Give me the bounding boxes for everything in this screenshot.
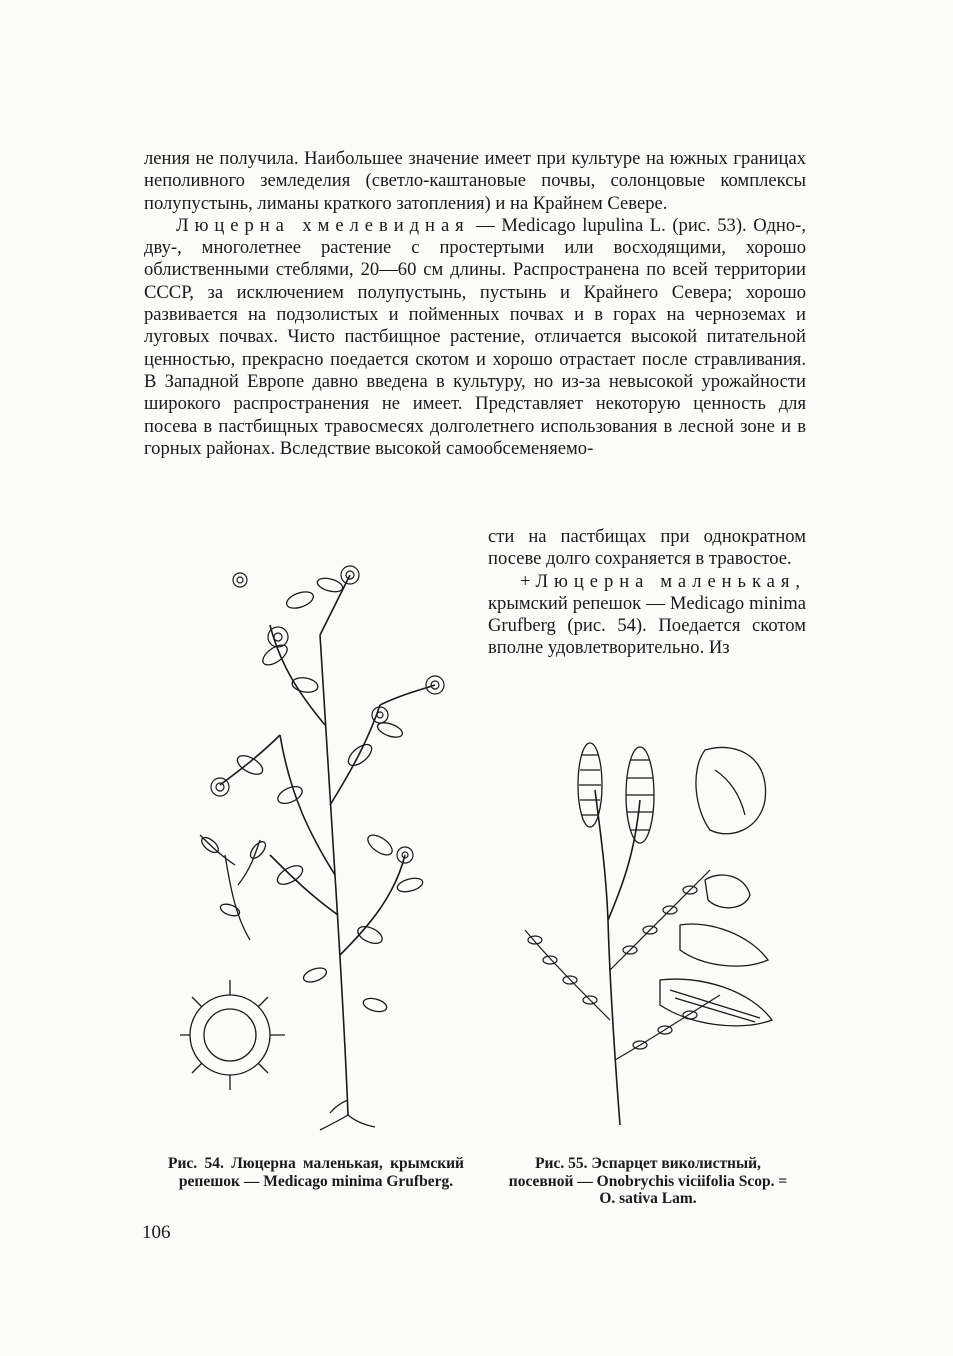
main-text (144, 148, 806, 460)
species-2-name: Люцерна маленькая, (535, 570, 806, 592)
cross-mark: + (520, 570, 531, 592)
figure-55-caption: Рис. 55. Эспарцет виколистный, посевной — Onobrychis viciifolia Scop. = O. sativa Lam. (508, 1155, 788, 1207)
figure-54-caption: Рис. 54. Люцерна маленькая, крымский репешок — Medicago minima Grufberg. (168, 1155, 464, 1190)
paragraph-1: ления не получила. Наибольшее значение имеет при культуре на южных границах неполивного земледелия (светло-каштановые почвы, солонцовые комплексы полупустынь, лиманы краткого затопления) и на Крайнем Севере. (144, 148, 806, 214)
page-number: 106 (142, 1222, 171, 1243)
paragraph-2-body: (рис. 53). Одно-, дву-, многолетнее растение с простертыми или восходящими, хорошо облиственными стеблями, 20—60 см длины. Распространена по всей территории СССР, за исключением полупустынь, пустынь и Крайнего Севера; хорошо развивается на подзолистых и пойменных почвах и в горах на черноземах и луговых почвах. Чисто пастбищное растение, отличается высокой питательной ценностью, прекрасно поедается скотом и хорошо отрастает после стравливания. В Западной Европе давно введена в культуру, но из-за невысокой урожайности широкого распространения не имеет. Представляет некоторую ценность для посева в пастбищных травосмесях долголетнего использования в лесной зоне и в горных районах. Вследствие высокой самообсеменяемо- (144, 214, 806, 459)
species-1-name: Люцерна хмелевидная (176, 214, 470, 236)
species-2-body: крымский репешок — Medicago minima Grufberg (рис. 54). Поедается скотом вполне удовлетворительно. Из (488, 592, 806, 659)
species-1-latin: — Medicago lupulina L. (469, 214, 666, 236)
figure-54-illustration (180, 555, 480, 1135)
figure-55-illustration (510, 740, 780, 1130)
right-column-text (488, 526, 806, 660)
paragraph-2 (144, 215, 806, 460)
paragraph-3 (488, 571, 806, 660)
right-column-continuation: сти на пастбищах при однократном посеве долго сохраняется в травостое. (488, 526, 806, 570)
